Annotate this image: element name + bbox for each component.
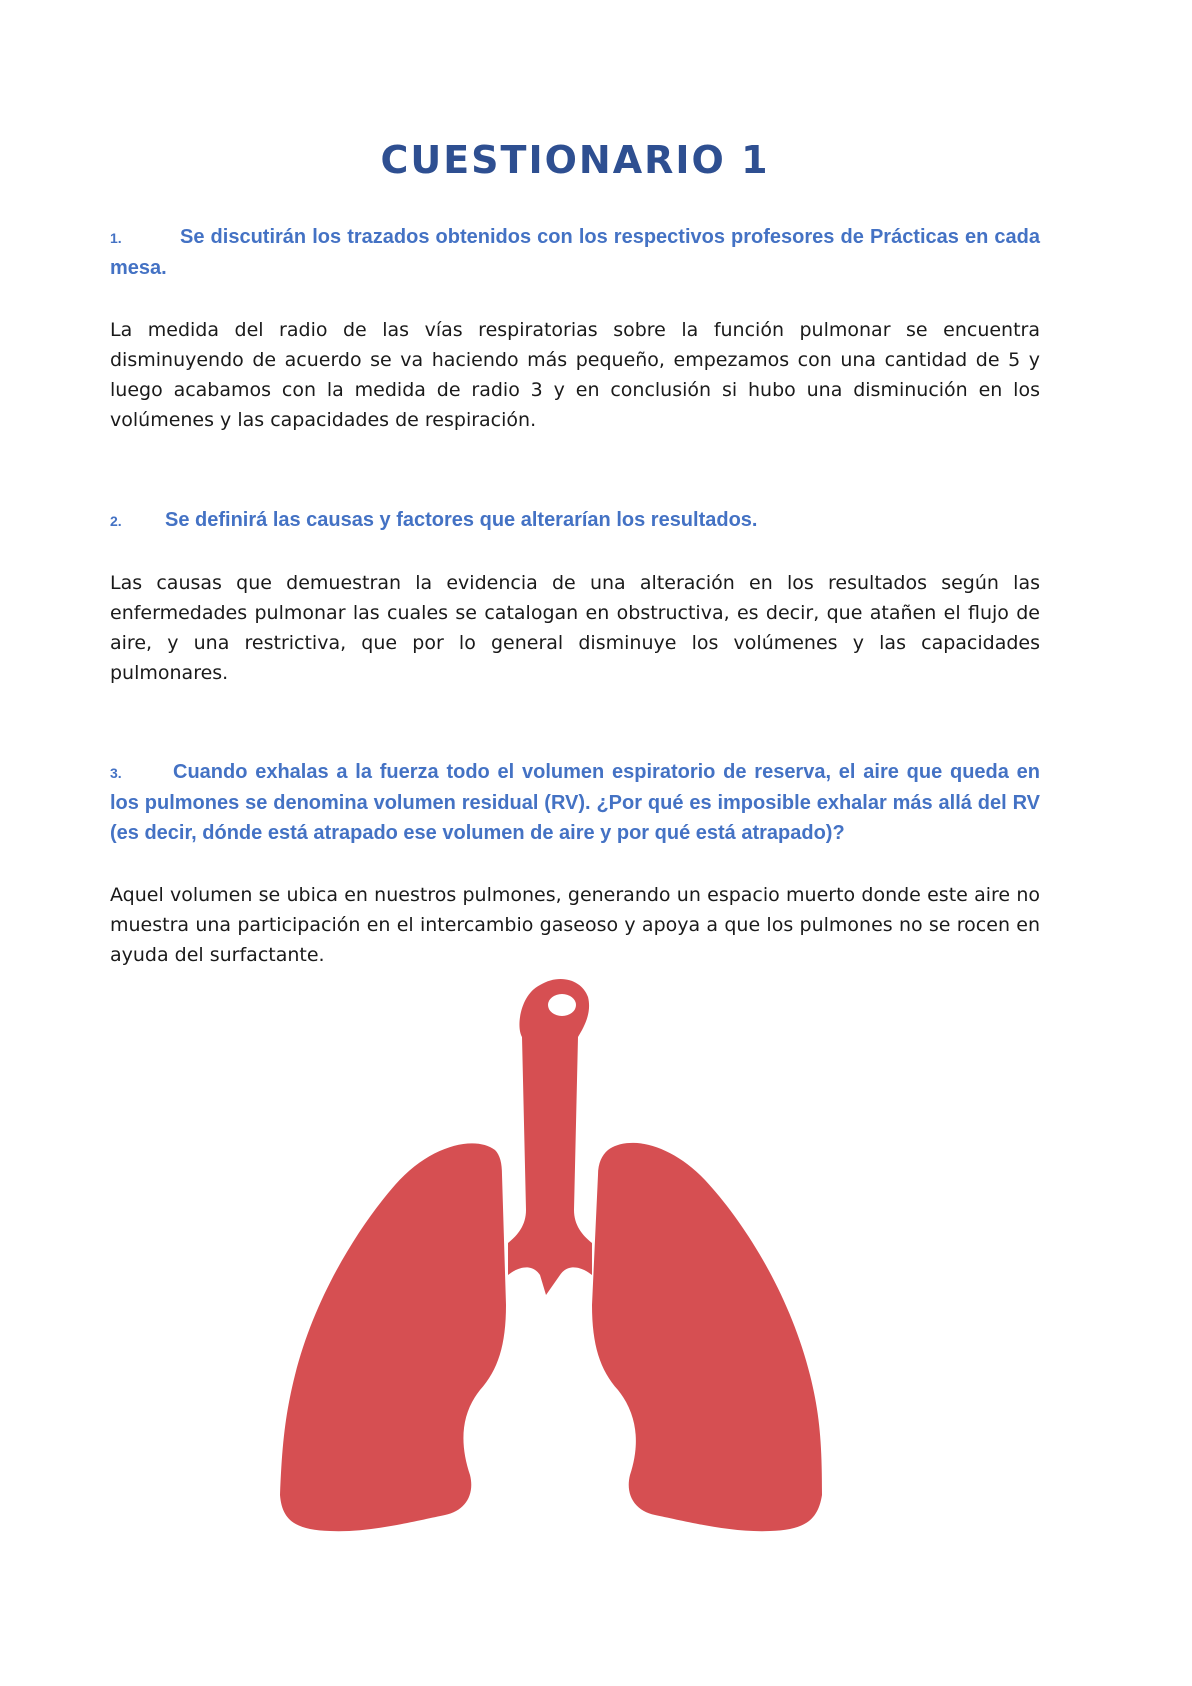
question-1: 1. Se discutirán los trazados obtenidos con los respectivos profesores de Prácticas en cada mesa.	[110, 226, 1040, 279]
lungs-icon	[270, 975, 850, 1535]
question-3-text: Cuando exhalas a la fuerza todo el volumen espiratorio de reserva, el aire que queda en los pulmones se denomina volumen residual (RV). ¿Por qué es imposible exhalar más allá del RV (es decir, dónde está atrapado ese volumen de aire y por qué está atrapado)?	[110, 761, 1040, 844]
answer-3: Aquel volumen se ubica en nuestros pulmones, generando un espacio muerto donde este aire no muestra una participación en el intercambio gaseoso y apoya a que los pulmones no se rocen en ayuda del surfactante.	[110, 884, 1040, 966]
question-2-text: Se definirá las causas y factores que alterarían los resultados.	[165, 509, 758, 531]
answer-2: Las causas que demuestran la evidencia de una alteración en los resultados según las enfermedades pulmonar las cuales se catalogan en obstructiva, es decir, que atañen el flujo de aire, y una restrictiva, que por lo general disminuye los volúmenes y las capacidades pulmonares.	[110, 572, 1040, 684]
question-3: 3. Cuando exhalas a la fuerza todo el volumen espiratorio de reserva, el aire que queda en los pulmones se denomina volumen residual (RV). ¿Por qué es imposible exhalar más allá del RV (es decir, dónde está atrapado ese volumen de aire y por qué está atrapado)?	[110, 761, 1040, 844]
question-2: 2. Se definirá las causas y factores que alterarían los resultados.	[110, 509, 758, 531]
page-title: CUESTIONARIO 1	[380, 138, 770, 182]
answer-1: La medida del radio de las vías respiratorias sobre la función pulmonar se encuentra disminuyendo de acuerdo se va haciendo más pequeño, empezamos con una cantidad de 5 y luego acabamos con la medida de radio 3 y en conclusión si hubo una disminución en los volúmenes y las capacidades de respiración.	[110, 319, 1040, 431]
question-1-text: Se discutirán los trazados obtenidos con los respectivos profesores de Prácticas en cada mesa.	[110, 226, 1040, 279]
